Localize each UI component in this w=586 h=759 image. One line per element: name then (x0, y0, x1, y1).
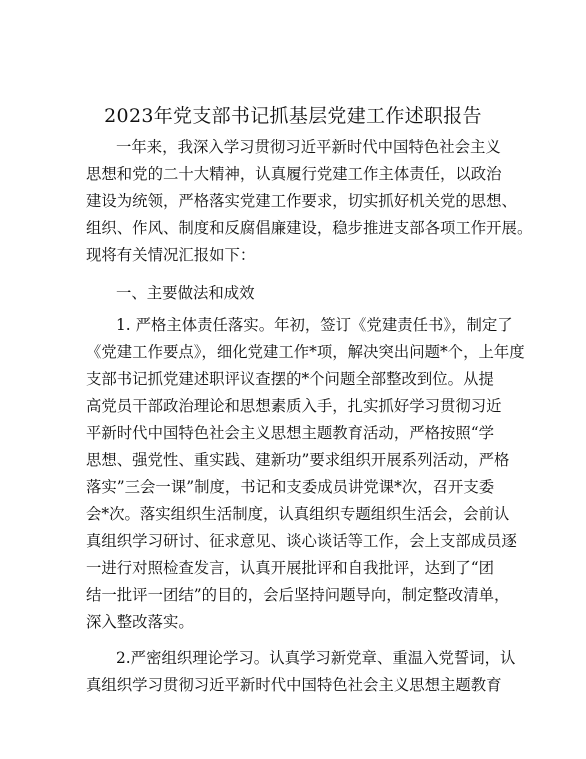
intro-line: 现将有关情况汇报如下： (86, 246, 256, 264)
item1-line: 高党员干部政治理论和思想素质入手，扎实抓好学习贯彻习近 (86, 397, 502, 415)
intro-line: 建设为统领，严格落实党建工作要求，切实抓好机关党的思想、 (86, 192, 517, 210)
intro-line: 思想和党的二十大精神，认真履行党建工作主体责任，以政治 (86, 165, 502, 183)
item1-line: 深入整改落实。 (86, 613, 194, 631)
item1-line: 一进行对照检查发言，认真开展批评和自我批评，达到了“团 (86, 559, 495, 577)
intro-line: 组织、作风、制度和反腐倡廉建设，稳步推进支部各项工作开展。 (86, 219, 533, 237)
item1-line: 思想、强党性、重实践、建新功”要求组织开展系列活动，严格 (86, 451, 510, 469)
item1-line: 《党建工作要点》，细化党建工作*项，解决突出问题*个，上年度 (86, 343, 525, 361)
item1-line: 1. 严格主体责任落实。年初，签订《党建责任书》，制定了 (116, 316, 513, 334)
item1-line: 会*次。落实组织生活制度，认真组织专题组织生活会，会前认 (86, 505, 510, 523)
item2-line: 真组织学习贯彻习近平新时代中国特色社会主义思想主题教育 (86, 676, 502, 694)
item1-line: 结一批评一团结”的目的，会后坚持问题导向，制定整改清单， (86, 586, 510, 604)
item1-line: 支部书记抓党建述职评议查摆的*个问题全部整改到位。从提 (86, 370, 494, 388)
document-title: 2023年党支部书记抓基层党建工作述职报告 (104, 105, 482, 127)
item1-line: 平新时代中国特色社会主义思想主题教育活动，严格按照“学 (86, 424, 495, 442)
intro-line: 一年来，我深入学习贯彻习近平新时代中国特色社会主义 (116, 138, 501, 156)
item1-line: 真组织学习研讨、征求意见、谈心谈话等工作，会上支部成员逐 (86, 532, 517, 550)
section-heading: 一、主要做法和成效 (116, 284, 255, 302)
item1-line: 落实”三会一课”制度，书记和支委成员讲党课*次，召开支委 (86, 478, 495, 496)
item2-line: 2.严密组织理论学习。认真学习新党章、重温入党誓词，认 (116, 649, 516, 667)
